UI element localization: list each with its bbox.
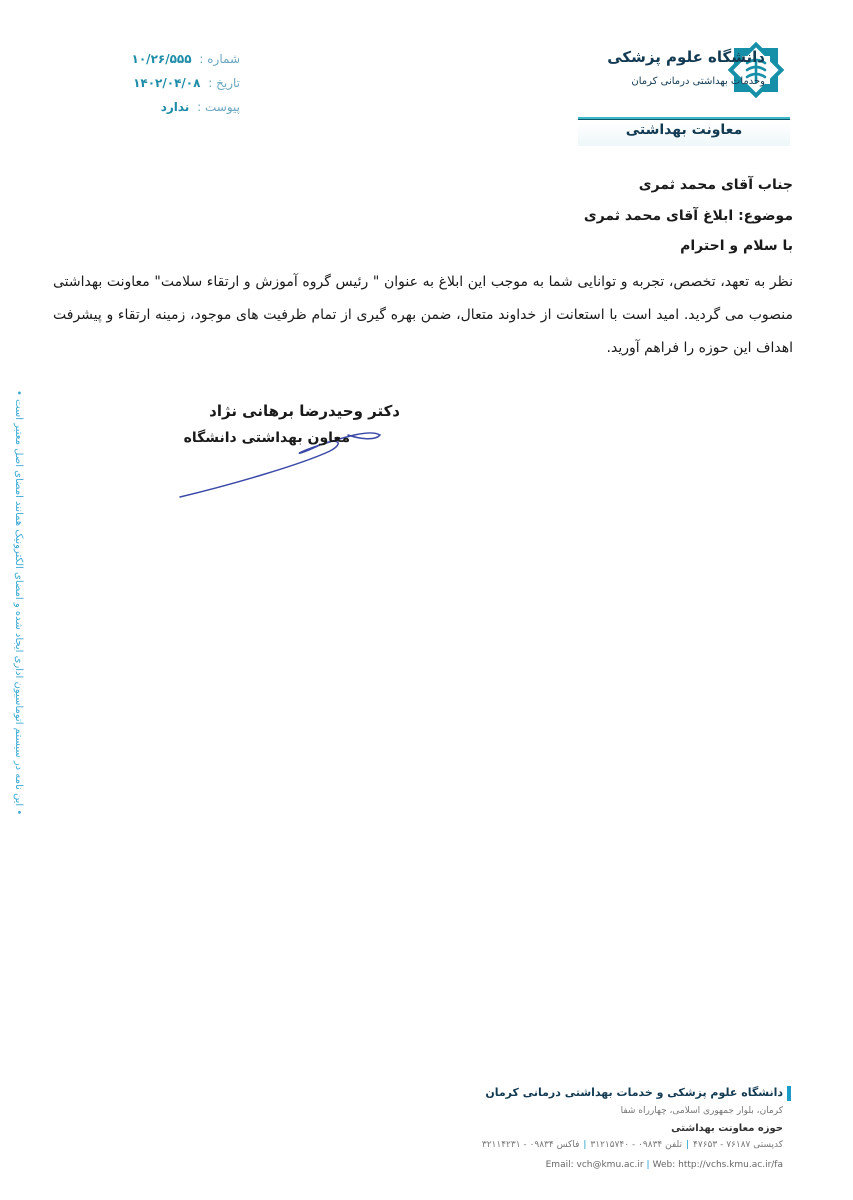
footer-postal: کدپستی ۷۶۱۸۷ - ۴۷۶۵۳	[693, 1140, 783, 1150]
signatory-name: دکتر وحیدرضا برهانی نژاد	[209, 402, 400, 420]
department-title: معاونت بهداشتی	[578, 122, 790, 146]
meta-date-value: ۱۴۰۲/۰۴/۰۸	[133, 76, 201, 90]
footer-phone: تلفن ۰۹۸۳۴ - ۳۱۲۱۵۷۴۰	[590, 1140, 682, 1150]
footer-separator: |	[686, 1140, 690, 1150]
footer-title: دانشگاه علوم پزشکی و خدمات بهداشتی درمانی کرمان	[485, 1086, 783, 1099]
signatory-title: معاون بهداشتی دانشگاه	[183, 430, 350, 446]
letter-body: نظر به تعهد، تخصص، تجربه و توانایی شما به موجب این ابلاغ به عنوان " رئیس گروه آموزش و ارتقاء سلامت" معاونت بهداشتی منصوب می گردید. امید است با استعانت از خداوند متعال، ضمن بهره گیری از تمام ظرفیت های موجود، زمینه ارتقاء و پیشرفت اهداف این حوزه را فراهم آورید.	[53, 274, 793, 356]
greeting-line: با سلام و احترام	[680, 238, 793, 254]
e-signature-note-text: • این نامه در سیستم اتوماسیون اداری ایجاد شده و امضای الکترونیک همانند امضای اصل معتبر است •	[13, 390, 24, 816]
footer-email-link[interactable]: Email: vch@kmu.ac.ir	[545, 1160, 644, 1170]
meta-attachment	[110, 100, 240, 114]
meta-attachment-value: ندارد	[160, 100, 190, 114]
e-signature-note	[13, 390, 27, 816]
kmu-logo-icon	[722, 36, 790, 104]
meta-date-label: تاریخ :	[208, 76, 240, 90]
university-name: دانشگاه علوم پزشکی	[607, 48, 765, 66]
meta-date	[110, 76, 240, 90]
university-subtitle: وخدمات بهداشتی درمانی کرمان	[631, 76, 765, 87]
footer-web-row	[263, 1160, 783, 1170]
meta-number-label: شماره :	[199, 52, 240, 66]
footer-separator: |	[583, 1140, 587, 1150]
footer-accent-bar	[787, 1086, 791, 1101]
footer-web-link[interactable]: Web: http://vchs.kmu.ac.ir/fa	[652, 1160, 783, 1170]
meta-number	[110, 52, 240, 66]
signature-scribble	[170, 415, 390, 505]
footer-fax: فاکس ۰۹۸۳۴ - ۳۲۱۱۴۲۳۱	[481, 1140, 580, 1150]
subject-line: موضوع: ابلاغ آقای محمد ثمری	[583, 208, 793, 224]
meta-attachment-label: پیوست :	[197, 100, 240, 114]
footer-address: کرمان، بلوار جمهوری اسلامی، چهارراه شفا	[620, 1106, 783, 1116]
footer-office: حوزه معاونت بهداشتی	[671, 1123, 783, 1134]
meta-number-value: ۱۰/۲۶/۵۵۵	[131, 52, 192, 66]
footer-separator: |	[646, 1160, 650, 1170]
footer-contacts	[263, 1140, 783, 1150]
header-divider-dark	[578, 119, 790, 120]
recipient-line: جناب آقای محمد ثمری	[638, 177, 793, 193]
